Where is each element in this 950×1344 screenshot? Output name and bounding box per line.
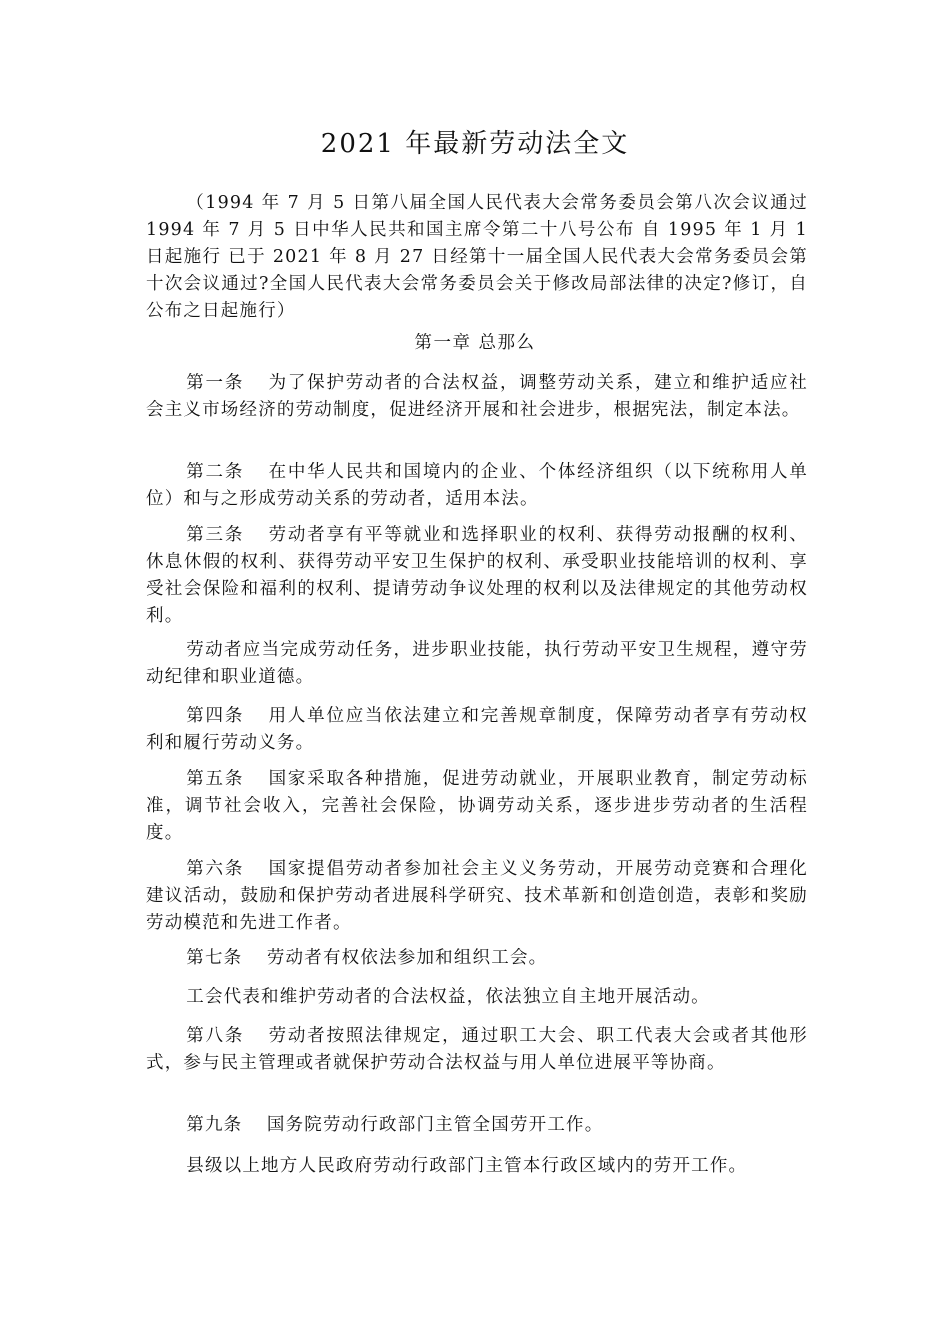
article-6 [146,856,808,937]
article-7 [146,945,808,972]
article-number: 第六条 [186,859,245,879]
article-text: 劳动者享有平等就业和选择职业的权利、获得劳动报酬的权利、休息休假的权利、获得劳动平安卫生保护的权利、承受职业技能培训的权利、享受社会保险和福利的权利、提请劳动争议处理的权利以及法律规定的其他劳动权利。 [146,525,808,626]
article-number: 第三条 [186,525,245,545]
article-number: 第二条 [186,462,245,482]
article-text: 为了保护劳动者的合法权益，调整劳动关系，建立和维护适应社会主义市场经济的劳动制度，促进经济开展和社会进步，根据宪法，制定本法。 [146,373,808,420]
article-8 [146,1023,808,1077]
article-text: 县级以上地方人民政府劳动行政部门主管本行政区域内的劳开工作。 [186,1156,748,1176]
article-3 [146,522,808,630]
article-number: 第八条 [186,1026,245,1046]
article-number: 第四条 [186,706,245,726]
article-text: 国家采取各种措施，促进劳动就业，开展职业教育，制定劳动标准，调节社会收入，完善社会保险，协调劳动关系，逐步进步劳动者的生活程度。 [146,769,808,843]
article-5 [146,766,808,847]
chapter-title: 第一章 总那么 [414,333,536,353]
article-number: 第七条 [186,948,243,968]
article-number: 第一条 [186,373,245,393]
article-text: 工会代表和维护劳动者的合法权益，依法独立自主地开展活动。 [186,987,710,1007]
article-text: 劳动者按照法律规定，通过职工大会、职工代表大会或者其他形式，参与民主管理或者就保护劳动合法权益与用人单位进展平等协商。 [146,1026,808,1073]
preamble: （1994 年 7 月 5 日第八届全国人民代表大会常务委员会第八次会议通过 1994 年 7 月 5 日中华人民共和国主席令第二十八号公布 自 1995 年 1 月 1 日起施行 已于 2021 年 8 月 27 日经第十一届全国人民代表大会常务委员会第十次会议通过?全国人民代表大会常务委员会关于修改局部法律的决定?修订，自公布之日起施行） [146,193,808,321]
article-text: 劳动者应当完成劳动任务，进步职业技能，执行劳动平安卫生规程，遵守劳动纪律和职业道德。 [146,640,808,687]
article-9 [146,1112,808,1139]
article-text: 国家提倡劳动者参加社会主义义务劳动，开展劳动竞赛和合理化建议活动，鼓励和保护劳动者进展科学研究、技术革新和创造创造，表彰和奖励劳动模范和先进工作者。 [146,859,808,933]
article-9-paragraph-2 [146,1153,808,1180]
article-number: 第九条 [186,1115,243,1135]
article-text: 用人单位应当依法建立和完善规章制度，保障劳动者享有劳动权利和履行劳动义务。 [146,706,808,753]
article-1 [146,370,808,424]
article-3-paragraph-2 [146,637,808,691]
article-text: 劳动者有权依法参加和组织工会。 [266,948,548,968]
article-number: 第五条 [186,769,245,789]
article-7-paragraph-2 [146,984,808,1011]
article-4 [146,703,808,757]
article-text: 在中华人民共和国境内的企业、个体经济组织（以下统称用人单位）和与之形成劳动关系的劳动者，适用本法。 [146,462,808,509]
document-title: 2021 年最新劳动法全文 [320,129,630,159]
article-text: 国务院劳动行政部门主管全国劳开工作。 [266,1115,604,1135]
article-2 [146,459,808,513]
